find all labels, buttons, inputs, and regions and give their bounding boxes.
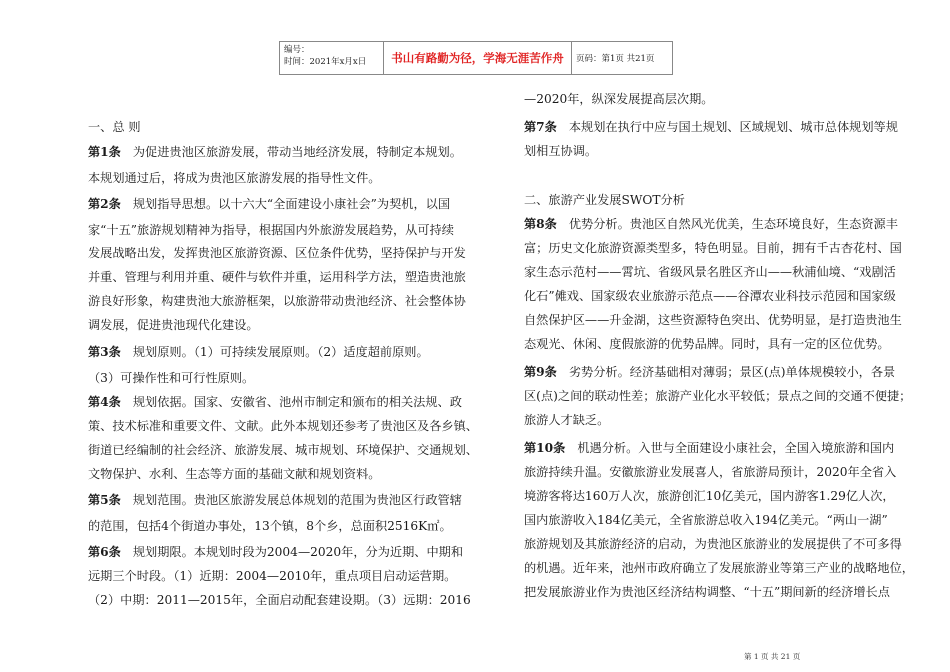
- line-text: 态观光、休闲、度假旅游的优势品牌。同时，具有一定的区位优势。: [524, 337, 890, 351]
- text-line: [524, 239, 902, 256]
- text-line: [524, 363, 895, 380]
- text-line: [88, 268, 466, 285]
- line-text: 远期三个时段。（1）近期：2004—2010年，重点项目启动运营期。: [88, 569, 457, 583]
- text-line: [524, 411, 609, 428]
- text-line: [88, 465, 381, 482]
- header-time-label: 时间：2021年x月x日: [284, 57, 367, 67]
- text-line: [524, 559, 914, 576]
- text-line: [88, 591, 471, 608]
- article-number: 第6条: [88, 545, 121, 559]
- text-line: [524, 287, 896, 304]
- text-line: [524, 487, 895, 504]
- text-line: [88, 143, 462, 160]
- line-text: 调发展，促进贵池现代化建设。: [88, 318, 259, 332]
- article-number: 第1条: [88, 145, 121, 159]
- text-line: [524, 335, 890, 352]
- line-text: 发展战略出发，发挥贵池区旅游资源、区位条件优势，坚持保护与开发: [88, 246, 466, 260]
- line-text: 本规划在执行中应与国土规划、区域规划、城市总体规划等规: [568, 120, 898, 134]
- line-text: 把发展旅游业作为贵池区经济结构调整、“十五”期间新的经济增长点: [524, 585, 890, 599]
- text-line: [88, 244, 466, 261]
- text-line: [88, 543, 463, 560]
- line-text: 化石”傩戏、国家级农业旅游示范点——谷潭农业科技示范园和国家级: [524, 289, 896, 303]
- line-text: 区(点)之间的联动性差；旅游产业化水平较低；景点之间的交通不便捷；: [524, 389, 912, 403]
- text-line: [524, 511, 888, 528]
- line-text: 二、旅游产业发展SWOT分析: [524, 193, 685, 207]
- line-text: 文物保护、水利、生态等方面的基础文献和规划资料。: [88, 467, 381, 481]
- line-text: 规划期限。本规划时段为2004—2020年，分为近期、中期和: [132, 545, 464, 559]
- header-motto: 书山有路勤为径，学海无涯苦作舟: [384, 42, 572, 74]
- text-line: [88, 316, 259, 333]
- text-line: [524, 311, 902, 328]
- text-line: [88, 517, 452, 534]
- text-line: [88, 441, 478, 458]
- text-line: [88, 567, 456, 584]
- line-text: （3）可操作性和可行性原则。: [88, 371, 255, 385]
- line-text: 为促进贵池区旅游发展，带动当地经济发展，特制定本规划。: [132, 145, 462, 159]
- page-header: [279, 41, 673, 75]
- text-line: [524, 142, 597, 159]
- line-text: 家生态示范村——霄坑、省级风景名胜区齐山——秋浦仙境、“戏剧活: [524, 265, 896, 279]
- text-line: [88, 343, 429, 360]
- line-text: （2）中期：2011—2015年，全面启动配套建设期。（3）远期：2016: [88, 593, 471, 607]
- line-text: 优势分析。贵池区自然风光优美，生态环境良好，生态资源丰: [568, 217, 898, 231]
- article-number: 第7条: [524, 120, 557, 134]
- line-text: 本规划通过后，将成为贵池区旅游发展的指导性文件。: [88, 171, 381, 185]
- line-text: 一、总 则: [88, 120, 141, 134]
- line-text: 规划原则。（1）可持续发展原则。（2）适度超前原则。: [132, 345, 429, 359]
- line-text: 富；历史文化旅游资源类型多，特色明显。目前，拥有千古杏花村、国: [524, 241, 902, 255]
- line-text: 家“十五”旅游规划精神为指导，根据国内外旅游发展趋势，从可持续: [88, 223, 454, 237]
- text-line: [88, 393, 462, 410]
- line-text: 划相互协调。: [524, 144, 598, 158]
- article-number: 第10条: [524, 441, 566, 455]
- article-number: 第4条: [88, 395, 121, 409]
- text-line: [524, 463, 896, 480]
- line-text: 劣势分析。经济基础相对薄弱；景区(点)单体规模较小，各景: [568, 365, 896, 379]
- line-text: 规划范围。贵池区旅游发展总体规划的范围为贵池区行政管辖: [132, 493, 462, 507]
- line-text: 境游客将达160万人次，旅游创汇10亿美元，国内游客1.29亿人次，: [524, 489, 895, 503]
- text-line: [524, 535, 902, 552]
- line-text: 并重、管理与利用并重、硬件与软件并重，运用科学方法，塑造贵池旅: [88, 270, 466, 284]
- header-number-label: 编号：: [284, 45, 310, 55]
- article-number: 第9条: [524, 365, 557, 379]
- text-line: [524, 263, 896, 280]
- page-footer: 第 1 页 共 21 页: [744, 652, 801, 661]
- text-line: [88, 118, 141, 135]
- line-text: 策、技术标准和重要文件、文献。此外本规划还参考了贵池区及各乡镇、: [88, 419, 478, 433]
- text-line: [88, 292, 466, 309]
- line-text: 国内旅游收入184亿美元，全省旅游总收入194亿美元。“两山一湖”: [524, 513, 888, 527]
- text-line: [524, 387, 911, 404]
- line-text: —2020年，纵深发展提高层次期。: [524, 92, 714, 106]
- text-line: [88, 169, 381, 186]
- header-page-info: 页码：第1页 共21页: [576, 54, 655, 64]
- line-text: 旅游人才缺乏。: [524, 413, 610, 427]
- article-number: 第2条: [88, 197, 121, 211]
- text-line: [524, 439, 894, 456]
- text-line: [88, 369, 254, 386]
- line-text: 机遇分析。入世与全面建设小康社会，全国入境旅游和国内: [577, 441, 895, 455]
- text-line: [524, 90, 713, 107]
- text-line: [88, 195, 450, 212]
- line-text: 自然保护区——升金湖，这些资源特色突出、优势明显，是打造贵池生: [524, 313, 902, 327]
- text-line: [524, 215, 898, 232]
- article-number: 第8条: [524, 217, 557, 231]
- line-text: 规划指导思想。以十六大“全面建设小康社会”为契机，以国: [132, 197, 451, 211]
- line-text: 游良好形象，构建贵池大旅游框架，以旅游带动贵池经济、社会整体协: [88, 294, 466, 308]
- text-line: [88, 491, 462, 508]
- line-text: 的机遇。近年来，池州市政府确立了发展旅游业等第三产业的战略地位，: [524, 561, 914, 575]
- line-text: 旅游规划及其旅游经济的启动，为贵池区旅游业的发展提供了不可多得: [524, 537, 902, 551]
- article-number: 第3条: [88, 345, 121, 359]
- text-line: [524, 583, 890, 600]
- header-meta: [280, 42, 384, 74]
- line-text: 的范围，包括4个街道办事处，13个镇，8个乡，总面积2516K㎡。: [88, 519, 452, 533]
- line-text: 旅游持续升温。安徽旅游业发展喜人，省旅游局预计，2020年全省入: [524, 465, 897, 479]
- line-text: 规划依据。国家、安徽省、池州市制定和颁布的相关法规、政: [132, 395, 462, 409]
- text-line: [88, 417, 478, 434]
- text-line: [524, 118, 898, 135]
- text-line: [524, 191, 685, 208]
- article-number: 第5条: [88, 493, 121, 507]
- line-text: 街道已经编制的社会经济、旅游发展、城市规划、环境保护、交通规划、: [88, 443, 478, 457]
- text-line: [88, 221, 454, 238]
